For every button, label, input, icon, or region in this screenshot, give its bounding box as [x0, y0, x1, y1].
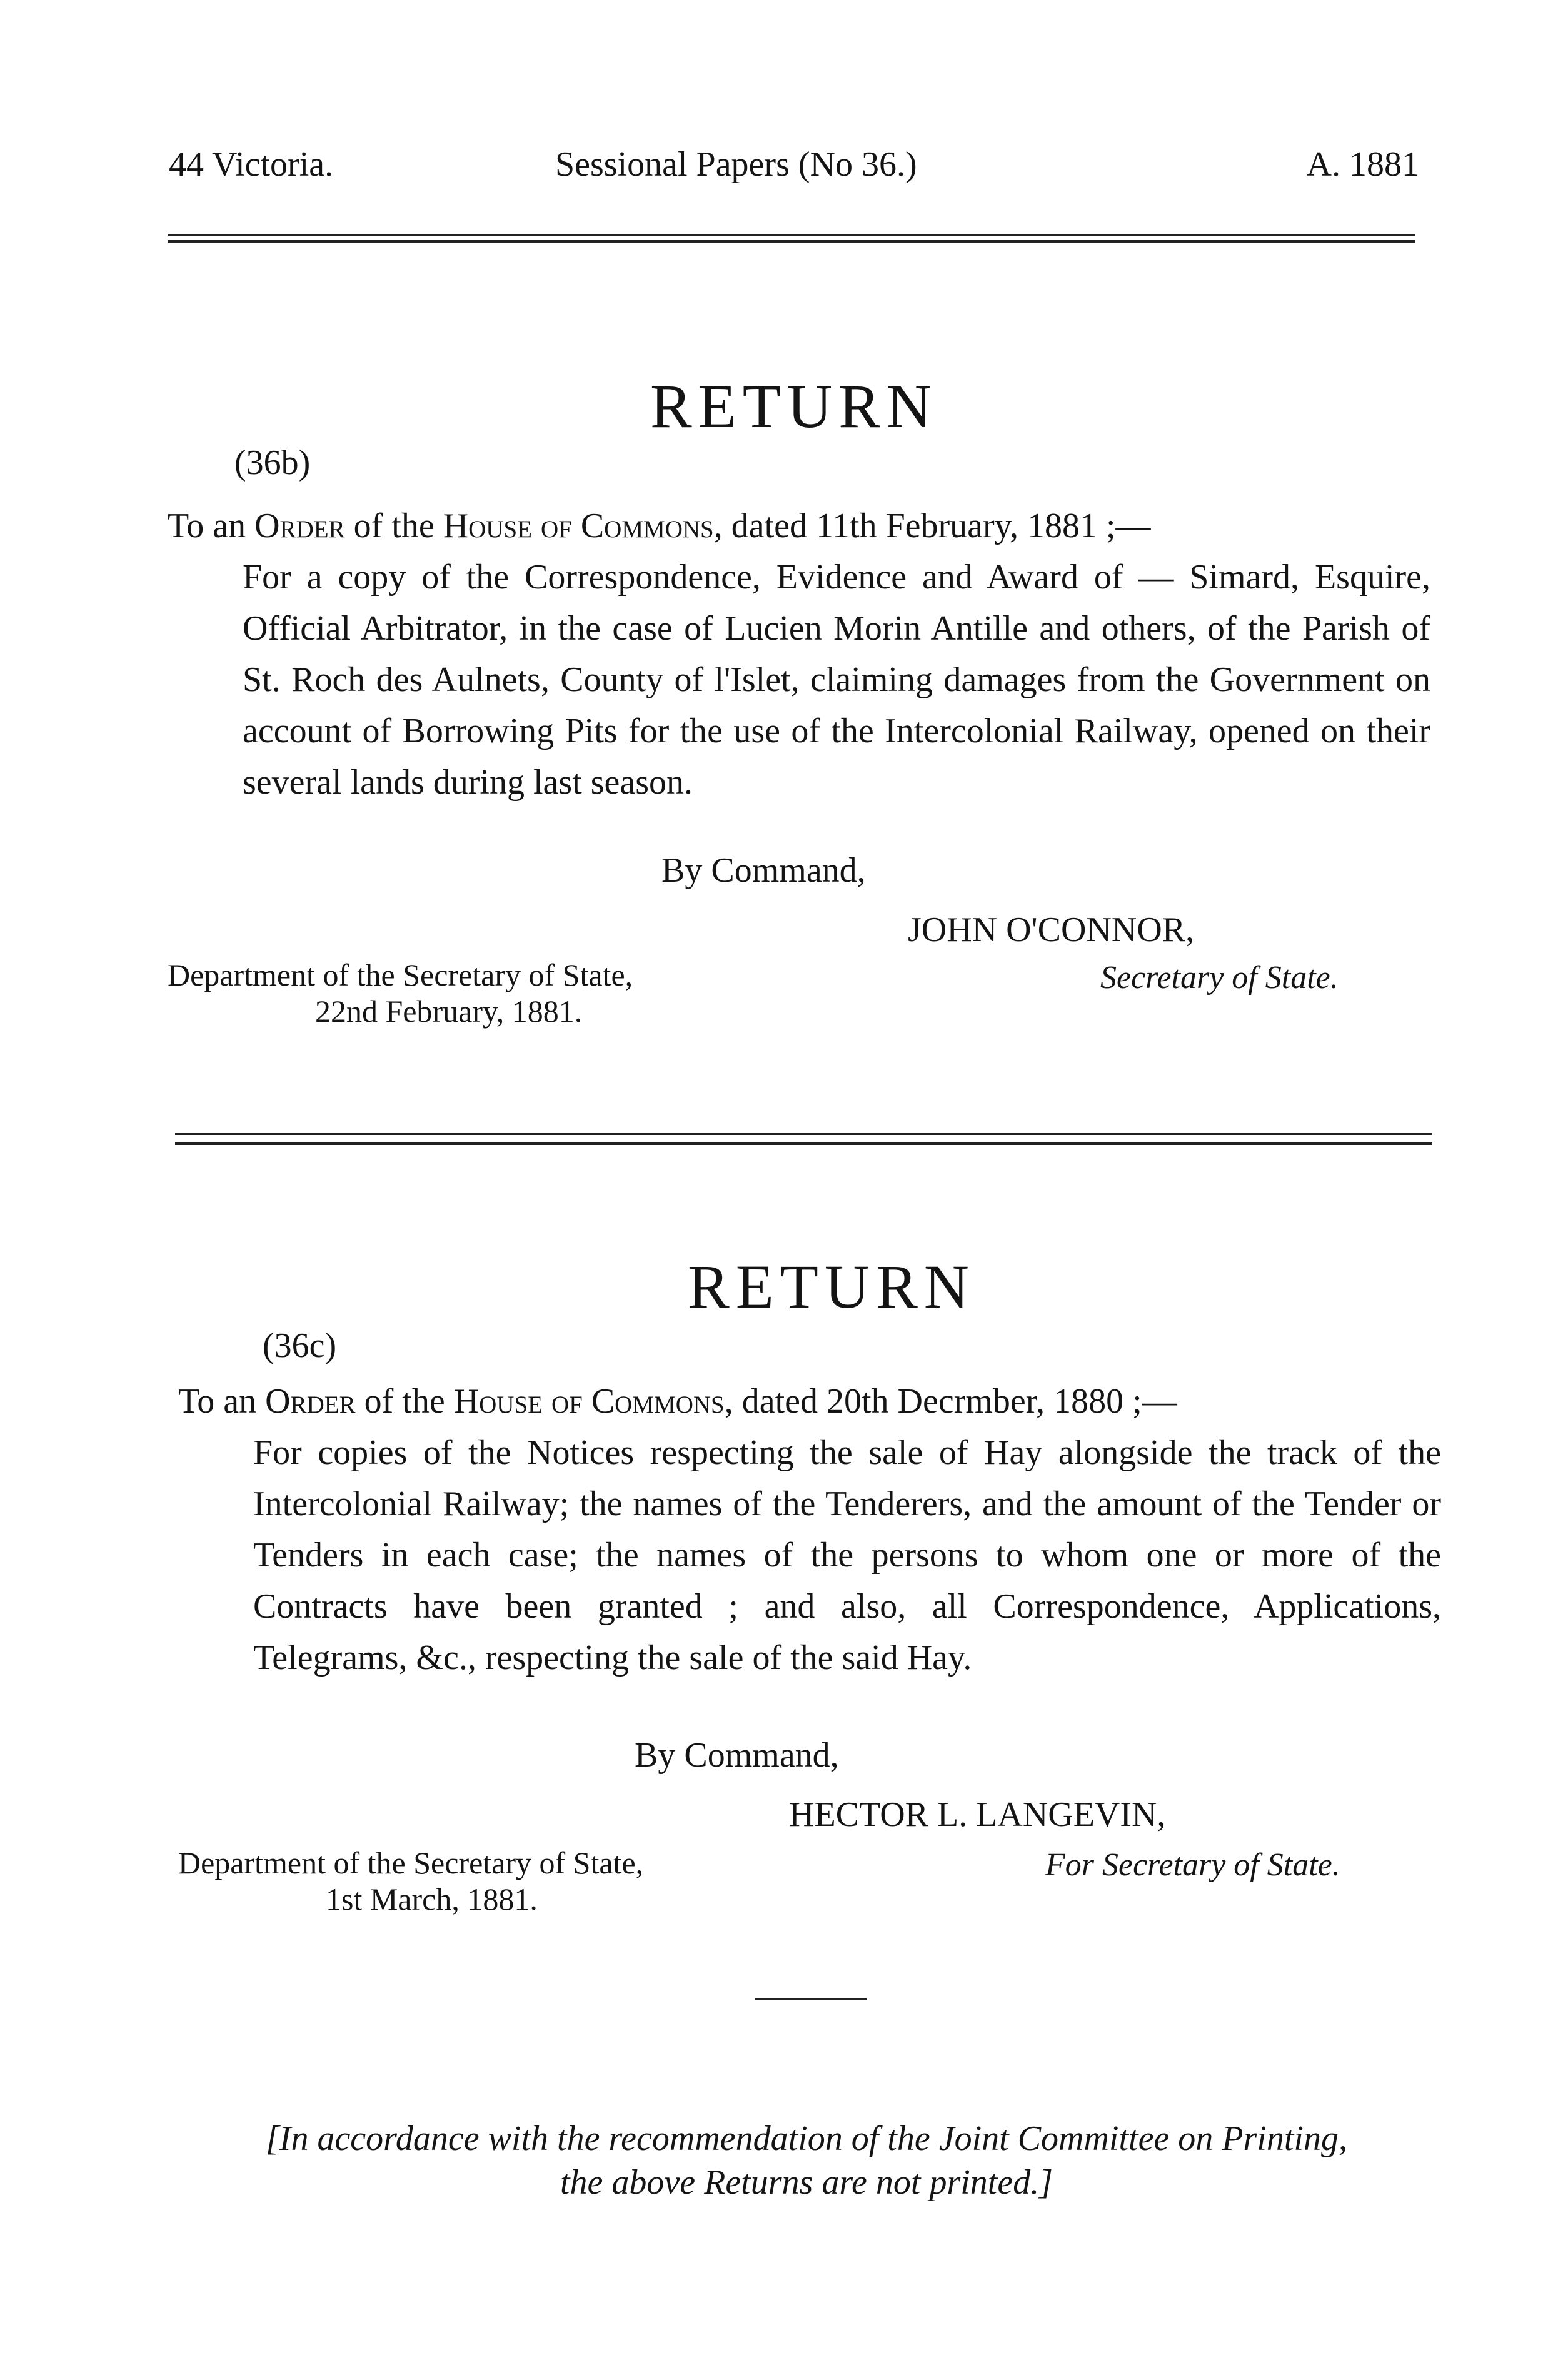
- closing-rule: [755, 1998, 867, 2000]
- footnote-line-2: the above Returns are not printed.]: [560, 2163, 1053, 2202]
- return-36c-by-command: By Command,: [635, 1736, 839, 1775]
- return-36b-by-command: By Command,: [661, 851, 866, 890]
- return-36b-signer: JOHN O'CONNOR,: [908, 910, 1195, 949]
- header-sessional-papers: Sessional Papers (No 36.): [555, 145, 917, 184]
- return-36b-order-line: To an Order of the House of Commons, dated 11th February, 1881 ;—: [168, 507, 1151, 545]
- footnote: [156, 2117, 1457, 2204]
- header-rule-bottom: [168, 240, 1415, 243]
- header-rule-top: [168, 234, 1415, 236]
- return-36b-date: 22nd February, 1881.: [315, 994, 583, 1029]
- return-36c-signer: HECTOR L. LANGEVIN,: [789, 1795, 1166, 1834]
- footnote-line-1: [In accordance with the recommendation of the Joint Committee on Printing,: [266, 2119, 1347, 2158]
- header-year: A. 1881: [1306, 145, 1419, 184]
- return-36c-signer-title: For Secretary of State.: [1045, 1847, 1340, 1883]
- return-36c-ref: (36c): [263, 1326, 337, 1365]
- return-36b-ref: (36b): [234, 443, 311, 482]
- return-36c-title: RETURN: [688, 1252, 975, 1321]
- return-36b-order: [168, 500, 1430, 808]
- return-36b-department: Department of the Secretary of State, 22nd February, 1881.: [168, 957, 633, 1029]
- return-36c-body: For copies of the Notices respecting the sale of Hay alongside the track of the Intercolonial Railway; the names of the Tenderers, and the amount of the Tender or Tenders in each case; the names of the persons to whom one or more of the Contracts have been granted ; and also, all Correspondence, Applications, Telegrams, &c., respecting the sale of the said Hay.: [253, 1433, 1441, 1677]
- section-rule-bottom: [175, 1142, 1432, 1145]
- section-rule-top: [175, 1133, 1432, 1135]
- return-36c-department: Department of the Secretary of State, 1st March, 1881.: [178, 1845, 644, 1917]
- return-36b-title: RETURN: [650, 371, 938, 441]
- return-36c-order-line: To an Order of the House of Commons, dated 20th Decrmber, 1880 ;—: [178, 1382, 1177, 1421]
- return-36c-date: 1st March, 1881.: [326, 1882, 538, 1917]
- header-volume: 44 Victoria.: [169, 145, 334, 184]
- return-36b-signer-title: Secretary of State.: [1100, 960, 1339, 996]
- return-36c-order: [178, 1376, 1441, 1683]
- return-36b-body: For a copy of the Correspondence, Evidence and Award of — Simard, Esquire, Official Arbitrator, in the case of Lucien Morin Antille and others, of the Parish of St. Roch des Aulnets, County of l'Islet, claiming damages from the Government on account of Borrowing Pits for the use of the Intercolonial Railway, opened on their several lands during last season.: [243, 558, 1430, 802]
